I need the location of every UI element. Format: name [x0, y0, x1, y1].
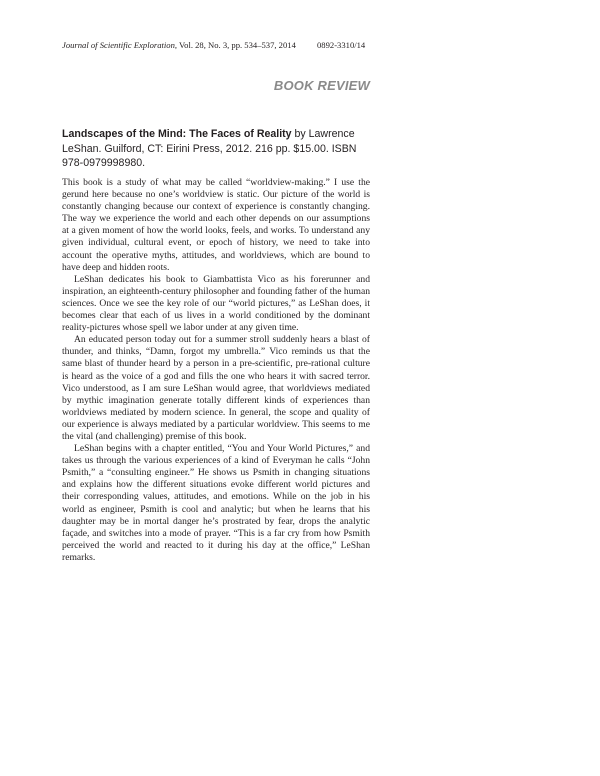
body-paragraph: LeShan begins with a chapter entitled, “You and Your World Pictures,” and takes us through the various experiences of a kind of Everyman he calls “John Psmith,” a “consulting engineer.” He shows us Psmith in changing situations and explains how the different situations evoke different world pictures and their corresponding values, attitudes, and emotions. While on the job in his world as engineer, Psmith is cool and analytic; but when he learns that his daughter may be in mortal danger he’s prostrated by fear, drops the analytic façade, and switches into a mode of prayer. “This is a far cry from how Psmith perceived the world and reacted to it during his day at the office,” LeShan remarks. [62, 443, 370, 563]
section-label: BOOK REVIEW [273, 78, 370, 93]
book-citation [62, 127, 372, 171]
body-paragraph: This book is a study of what may be called “worldview-making.” I use the gerund here because no one’s worldview is static. Our picture of the world is constantly changing because our context of experience is constantly changing. The way we experience the world and each other depends on our assumptions at a given moment of how the world looks, feels, and works. To understand any given individual, cultural event, or epoch of history, we need to take into account the operative myths, attitudes, and worldviews, which are bound to have deep and hidden roots. [62, 177, 370, 273]
book-author: by Lawrence LeShan. [62, 128, 355, 155]
body-paragraph: LeShan dedicates his book to Giambattista Vico as his forerunner and inspiration, an eighteenth-century philosopher and founding father of the human sciences. Once we see the key role of our “world pictures,” as LeShan does, it becomes clear that each of us lives in a world conditioned by the dominant reality-pictures whose spell we labor under at any given time. [62, 273, 370, 334]
journal-name: Journal of Scientific Exploration [62, 40, 175, 50]
issn: 0892-3310/14 [317, 40, 366, 50]
review-body [62, 177, 370, 564]
volume-info: , Vol. 28, No. 3, pp. 534–537, 2014 [174, 40, 296, 50]
book-title: Landscapes of the Mind: The Faces of Reality [62, 128, 292, 140]
body-paragraph: An educated person today out for a summer stroll suddenly hears a blast of thunder, and thinks, “Damn, forgot my umbrella.” Vico reminds us that the same blast of thunder heard by a person in a pre-scientific, pre-rational culture is heard as the voice of a god and fills the one who hears it with sacred terror. Vico understood, as I am sure LeShan would agree, that worldviews mediated by mythic imagination generate totally different kinds of experiences than worldviews mediated by modern science. In general, the scope and quality of our experience is always mediated by a particular worldview. This seems to me the vital (and challenging) premise of this book. [62, 334, 370, 442]
book-publication: Guilford, CT: Eirini Press, 2012. 216 pp. $15.00. ISBN 978-0979998980. [62, 142, 357, 169]
